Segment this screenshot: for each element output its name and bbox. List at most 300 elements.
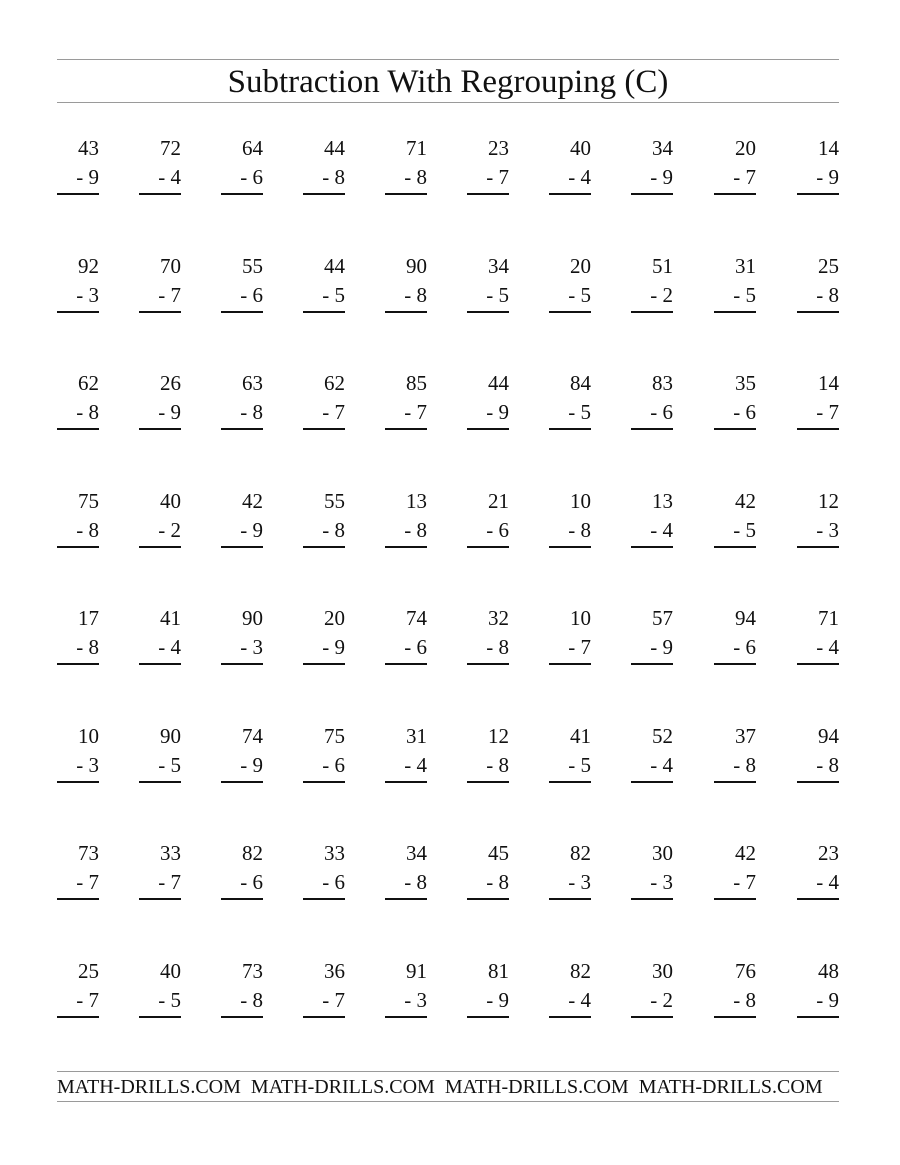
footer-watermark-text: MATH-DRILLS.COM <box>250 1076 435 1098</box>
subtraction-problem <box>139 136 181 198</box>
subtraction-problem <box>385 841 427 903</box>
subtraction-problem <box>714 489 756 551</box>
subtraction-problem <box>467 724 509 786</box>
subtraction-problem <box>385 606 427 668</box>
answer-line <box>139 311 181 313</box>
answer-line <box>303 311 345 313</box>
subtraction-problem <box>549 841 591 903</box>
answer-line <box>714 898 756 900</box>
minuend: 20 <box>324 606 345 630</box>
answer-line <box>549 1016 591 1018</box>
answer-line <box>221 428 263 430</box>
minuend: 91 <box>406 959 427 983</box>
subtraction-problem <box>631 606 673 668</box>
subtraction-problem <box>385 254 427 316</box>
subtraction-problem <box>303 606 345 668</box>
subtrahend: - 8 <box>816 283 839 307</box>
subtraction-problem <box>303 371 345 433</box>
subtrahend: - 7 <box>76 870 99 894</box>
subtrahend: - 8 <box>486 635 509 659</box>
answer-line <box>57 311 99 313</box>
subtraction-problem <box>303 254 345 316</box>
subtrahend: - 9 <box>816 988 839 1012</box>
subtrahend: - 5 <box>322 283 345 307</box>
minuend: 71 <box>818 606 839 630</box>
subtraction-problem <box>139 959 181 1021</box>
page-title: Subtraction With Regrouping (C) <box>227 64 669 100</box>
subtrahend: - 8 <box>76 400 99 424</box>
subtrahend: - 8 <box>816 753 839 777</box>
subtraction-problem <box>797 136 839 198</box>
minuend: 74 <box>406 606 427 630</box>
subtrahend: - 6 <box>733 635 756 659</box>
subtrahend: - 4 <box>568 165 591 189</box>
subtrahend: - 8 <box>733 988 756 1012</box>
minuend: 83 <box>652 371 673 395</box>
answer-line <box>303 428 345 430</box>
subtrahend: - 8 <box>240 988 263 1012</box>
answer-line <box>467 1016 509 1018</box>
subtrahend: - 6 <box>404 635 427 659</box>
subtraction-problem <box>139 606 181 668</box>
answer-line <box>797 193 839 195</box>
subtrahend: - 8 <box>322 518 345 542</box>
subtrahend: - 6 <box>240 870 263 894</box>
minuend: 92 <box>78 254 99 278</box>
subtrahend: - 6 <box>240 283 263 307</box>
subtrahend: - 8 <box>486 753 509 777</box>
subtraction-problem <box>549 136 591 198</box>
answer-line <box>797 663 839 665</box>
minuend: 34 <box>406 841 427 865</box>
subtraction-problem <box>221 136 263 198</box>
answer-line <box>385 1016 427 1018</box>
answer-line <box>797 781 839 783</box>
subtrahend: - 8 <box>76 635 99 659</box>
answer-line <box>714 1016 756 1018</box>
subtraction-problem <box>549 959 591 1021</box>
minuend: 45 <box>488 841 509 865</box>
minuend: 44 <box>324 254 345 278</box>
subtrahend: - 7 <box>322 988 345 1012</box>
subtraction-problem <box>714 959 756 1021</box>
minuend: 44 <box>324 136 345 160</box>
subtrahend: - 8 <box>240 400 263 424</box>
minuend: 82 <box>570 841 591 865</box>
subtrahend: - 6 <box>650 400 673 424</box>
minuend: 12 <box>818 489 839 513</box>
subtrahend: - 8 <box>733 753 756 777</box>
subtraction-problem <box>221 724 263 786</box>
subtraction-problem <box>385 724 427 786</box>
subtrahend: - 4 <box>816 870 839 894</box>
subtrahend: - 5 <box>568 283 591 307</box>
subtrahend: - 8 <box>76 518 99 542</box>
minuend: 73 <box>78 841 99 865</box>
subtraction-problem <box>57 136 99 198</box>
subtraction-problem <box>797 606 839 668</box>
minuend: 75 <box>78 489 99 513</box>
subtrahend: - 3 <box>650 870 673 894</box>
subtraction-problem <box>797 841 839 903</box>
subtraction-problem <box>57 371 99 433</box>
minuend: 30 <box>652 959 673 983</box>
minuend: 82 <box>570 959 591 983</box>
answer-line <box>631 546 673 548</box>
subtrahend: - 9 <box>240 518 263 542</box>
answer-line <box>797 898 839 900</box>
minuend: 23 <box>818 841 839 865</box>
minuend: 81 <box>488 959 509 983</box>
answer-line <box>303 781 345 783</box>
subtraction-problem <box>714 841 756 903</box>
minuend: 72 <box>160 136 181 160</box>
subtraction-problem <box>57 606 99 668</box>
subtrahend: - 4 <box>650 518 673 542</box>
subtrahend: - 7 <box>568 635 591 659</box>
subtraction-problem <box>549 606 591 668</box>
subtraction-problem <box>57 254 99 316</box>
subtraction-problem <box>797 489 839 551</box>
answer-line <box>303 898 345 900</box>
minuend: 48 <box>818 959 839 983</box>
answer-line <box>631 898 673 900</box>
subtraction-problem <box>221 841 263 903</box>
subtraction-problem <box>467 841 509 903</box>
answer-line <box>467 663 509 665</box>
minuend: 40 <box>160 489 181 513</box>
subtraction-problem <box>797 254 839 316</box>
minuend: 42 <box>735 841 756 865</box>
answer-line <box>57 546 99 548</box>
answer-line <box>797 311 839 313</box>
subtrahend: - 9 <box>486 988 509 1012</box>
subtrahend: - 9 <box>240 753 263 777</box>
footer-watermark-text: MATH-DRILLS.COM <box>444 1076 629 1098</box>
answer-line <box>303 1016 345 1018</box>
answer-line <box>549 781 591 783</box>
subtraction-problem <box>631 841 673 903</box>
minuend: 10 <box>78 724 99 748</box>
subtrahend: - 8 <box>404 870 427 894</box>
answer-line <box>631 193 673 195</box>
subtraction-problem <box>303 724 345 786</box>
subtrahend: - 7 <box>733 165 756 189</box>
minuend: 21 <box>488 489 509 513</box>
subtraction-problem <box>797 959 839 1021</box>
minuend: 35 <box>735 371 756 395</box>
subtraction-problem <box>467 371 509 433</box>
subtrahend: - 4 <box>158 165 181 189</box>
subtrahend: - 8 <box>404 165 427 189</box>
minuend: 70 <box>160 254 181 278</box>
answer-line <box>139 428 181 430</box>
subtraction-problem <box>57 841 99 903</box>
minuend: 85 <box>406 371 427 395</box>
answer-line <box>139 1016 181 1018</box>
subtraction-problem <box>139 841 181 903</box>
minuend: 55 <box>324 489 345 513</box>
answer-line <box>714 546 756 548</box>
answer-line <box>57 193 99 195</box>
subtraction-problem <box>549 254 591 316</box>
answer-line <box>139 781 181 783</box>
answer-line <box>139 663 181 665</box>
subtraction-problem <box>467 254 509 316</box>
subtrahend: - 4 <box>650 753 673 777</box>
subtrahend: - 3 <box>404 988 427 1012</box>
subtrahend: - 7 <box>404 400 427 424</box>
minuend: 71 <box>406 136 427 160</box>
answer-line <box>467 898 509 900</box>
subtraction-problem <box>549 371 591 433</box>
subtraction-problem <box>221 489 263 551</box>
minuend: 32 <box>488 606 509 630</box>
subtraction-problem <box>385 371 427 433</box>
subtraction-problem <box>797 724 839 786</box>
answer-line <box>139 193 181 195</box>
subtrahend: - 2 <box>650 988 673 1012</box>
subtraction-problem <box>467 136 509 198</box>
subtrahend: - 3 <box>816 518 839 542</box>
subtraction-problem <box>57 959 99 1021</box>
answer-line <box>797 546 839 548</box>
answer-line <box>139 898 181 900</box>
minuend: 75 <box>324 724 345 748</box>
subtraction-problem <box>139 489 181 551</box>
minuend: 37 <box>735 724 756 748</box>
subtraction-problem <box>631 489 673 551</box>
subtraction-problem <box>57 724 99 786</box>
subtrahend: - 9 <box>76 165 99 189</box>
subtrahend: - 6 <box>322 870 345 894</box>
subtraction-problem <box>631 724 673 786</box>
minuend: 63 <box>242 371 263 395</box>
subtraction-problem <box>714 136 756 198</box>
minuend: 17 <box>78 606 99 630</box>
subtraction-problem <box>714 254 756 316</box>
minuend: 90 <box>406 254 427 278</box>
subtraction-problem <box>467 606 509 668</box>
answer-line <box>139 546 181 548</box>
subtraction-problem <box>57 489 99 551</box>
minuend: 82 <box>242 841 263 865</box>
answer-line <box>221 898 263 900</box>
answer-line <box>303 663 345 665</box>
subtrahend: - 5 <box>733 518 756 542</box>
answer-line <box>797 428 839 430</box>
answer-line <box>631 1016 673 1018</box>
subtraction-problem <box>221 959 263 1021</box>
subtrahend: - 3 <box>76 283 99 307</box>
answer-line <box>57 1016 99 1018</box>
minuend: 33 <box>324 841 345 865</box>
subtrahend: - 9 <box>650 165 673 189</box>
subtrahend: - 9 <box>650 635 673 659</box>
subtraction-problem <box>385 959 427 1021</box>
minuend: 51 <box>652 254 673 278</box>
subtraction-problem <box>467 959 509 1021</box>
minuend: 36 <box>324 959 345 983</box>
subtraction-problem <box>549 724 591 786</box>
minuend: 44 <box>488 371 509 395</box>
minuend: 90 <box>242 606 263 630</box>
subtrahend: - 7 <box>816 400 839 424</box>
minuend: 76 <box>735 959 756 983</box>
subtraction-problem <box>714 371 756 433</box>
subtrahend: - 5 <box>568 400 591 424</box>
answer-line <box>797 1016 839 1018</box>
minuend: 41 <box>160 606 181 630</box>
minuend: 13 <box>406 489 427 513</box>
subtrahend: - 9 <box>158 400 181 424</box>
answer-line <box>549 193 591 195</box>
answer-line <box>221 663 263 665</box>
answer-line <box>303 546 345 548</box>
minuend: 52 <box>652 724 673 748</box>
subtrahend: - 4 <box>816 635 839 659</box>
subtrahend: - 2 <box>158 518 181 542</box>
subtrahend: - 3 <box>76 753 99 777</box>
subtrahend: - 4 <box>568 988 591 1012</box>
answer-line <box>549 663 591 665</box>
subtraction-problem <box>221 606 263 668</box>
minuend: 34 <box>652 136 673 160</box>
answer-line <box>385 781 427 783</box>
answer-line <box>57 663 99 665</box>
subtrahend: - 7 <box>486 165 509 189</box>
subtraction-problem <box>631 136 673 198</box>
subtraction-problem <box>631 959 673 1021</box>
subtraction-problem <box>303 959 345 1021</box>
minuend: 41 <box>570 724 591 748</box>
subtrahend: - 3 <box>568 870 591 894</box>
minuend: 42 <box>242 489 263 513</box>
answer-line <box>221 1016 263 1018</box>
subtrahend: - 5 <box>158 988 181 1012</box>
minuend: 74 <box>242 724 263 748</box>
minuend: 90 <box>160 724 181 748</box>
answer-line <box>631 663 673 665</box>
subtrahend: - 7 <box>322 400 345 424</box>
footer-watermark-text: MATH-DRILLS.COM <box>57 1076 241 1098</box>
answer-line <box>549 311 591 313</box>
answer-line <box>467 428 509 430</box>
minuend: 14 <box>818 136 839 160</box>
answer-line <box>385 546 427 548</box>
minuend: 57 <box>652 606 673 630</box>
subtrahend: - 7 <box>733 870 756 894</box>
answer-line <box>714 663 756 665</box>
answer-line <box>57 428 99 430</box>
subtrahend: - 8 <box>404 283 427 307</box>
minuend: 42 <box>735 489 756 513</box>
subtrahend: - 7 <box>158 283 181 307</box>
subtrahend: - 8 <box>568 518 591 542</box>
subtrahend: - 6 <box>733 400 756 424</box>
subtraction-problem <box>303 841 345 903</box>
answer-line <box>467 781 509 783</box>
subtrahend: - 4 <box>404 753 427 777</box>
subtraction-problem <box>221 371 263 433</box>
answer-line <box>549 546 591 548</box>
answer-line <box>385 898 427 900</box>
minuend: 34 <box>488 254 509 278</box>
answer-line <box>385 428 427 430</box>
subtraction-problem <box>221 254 263 316</box>
footer-watermark-text: MATH-DRILLS.COM <box>638 1076 823 1098</box>
subtrahend: - 2 <box>650 283 673 307</box>
minuend: 40 <box>570 136 591 160</box>
minuend: 13 <box>652 489 673 513</box>
answer-line <box>221 311 263 313</box>
subtraction-problem <box>139 724 181 786</box>
minuend: 43 <box>78 136 99 160</box>
subtraction-problem <box>714 724 756 786</box>
subtraction-problem <box>139 254 181 316</box>
answer-line <box>385 663 427 665</box>
subtrahend: - 5 <box>486 283 509 307</box>
subtrahend: - 8 <box>404 518 427 542</box>
subtrahend: - 9 <box>322 635 345 659</box>
minuend: 12 <box>488 724 509 748</box>
minuend: 20 <box>735 136 756 160</box>
subtraction-problem <box>139 371 181 433</box>
subtraction-problem <box>714 606 756 668</box>
answer-line <box>631 311 673 313</box>
minuend: 30 <box>652 841 673 865</box>
subtraction-problem <box>303 489 345 551</box>
subtraction-problem <box>385 489 427 551</box>
subtrahend: - 7 <box>158 870 181 894</box>
minuend: 62 <box>78 371 99 395</box>
minuend: 94 <box>818 724 839 748</box>
minuend: 31 <box>406 724 427 748</box>
footer <box>57 1075 839 1099</box>
answer-line <box>549 898 591 900</box>
subtraction-problem <box>385 136 427 198</box>
answer-line <box>303 193 345 195</box>
answer-line <box>385 193 427 195</box>
minuend: 23 <box>488 136 509 160</box>
minuend: 14 <box>818 371 839 395</box>
subtrahend: - 4 <box>158 635 181 659</box>
subtrahend: - 8 <box>322 165 345 189</box>
minuend: 64 <box>242 136 263 160</box>
minuend: 55 <box>242 254 263 278</box>
subtrahend: - 9 <box>816 165 839 189</box>
subtraction-problem <box>467 489 509 551</box>
answer-line <box>714 428 756 430</box>
answer-line <box>467 311 509 313</box>
subtrahend: - 6 <box>486 518 509 542</box>
minuend: 20 <box>570 254 591 278</box>
minuend: 62 <box>324 371 345 395</box>
answer-line <box>221 193 263 195</box>
subtrahend: - 8 <box>486 870 509 894</box>
subtrahend: - 3 <box>240 635 263 659</box>
minuend: 40 <box>160 959 181 983</box>
answer-line <box>221 546 263 548</box>
subtraction-problem <box>797 371 839 433</box>
subtrahend: - 5 <box>158 753 181 777</box>
answer-line <box>631 428 673 430</box>
footer-bottom-rule <box>57 1101 839 1102</box>
minuend: 73 <box>242 959 263 983</box>
minuend: 94 <box>735 606 756 630</box>
minuend: 25 <box>818 254 839 278</box>
subtrahend: - 7 <box>76 988 99 1012</box>
